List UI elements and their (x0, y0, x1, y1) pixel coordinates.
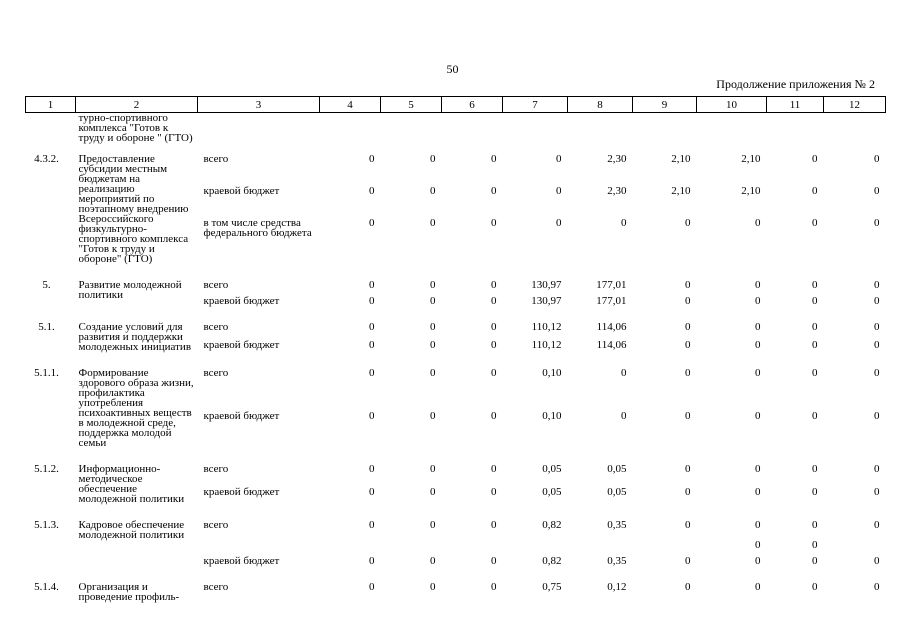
item-code: 4.3.2. (34, 153, 59, 165)
column-header: 7 (503, 97, 568, 113)
value-cell: 0 (430, 339, 436, 351)
value-cell: 0 (369, 295, 375, 307)
column-header: 10 (697, 97, 767, 113)
value-cell: 0 (812, 185, 818, 197)
row-gap (26, 571, 886, 581)
value-cell: 0 (812, 367, 818, 379)
value-cell: 0 (755, 295, 761, 307)
value-cell: 0 0 (812, 519, 818, 551)
value-cell: 0 (491, 463, 497, 475)
value-cell: 110,12 (531, 339, 562, 351)
value-cell: 0 (685, 279, 691, 291)
value-cell: 0 (812, 279, 818, 291)
value-cell: 0 (685, 339, 691, 351)
value-cell: 0 (369, 463, 375, 475)
value-cell: 0 (874, 153, 880, 165)
value-cell: 0,05 (607, 463, 627, 475)
value-cell: 0 (812, 581, 818, 593)
column-header: 8 (568, 97, 633, 113)
item-name-fragment: турно-спортивного комплекса "Готов к труду и обороне " (ГТО) (78, 112, 193, 144)
budget-table (25, 96, 886, 607)
table-row (26, 463, 886, 486)
value-cell: 0 (369, 185, 375, 197)
value-cell: 0 (621, 410, 627, 422)
item-name: Организация и проведение профиль- (78, 581, 180, 603)
value-cell: 0 (430, 367, 436, 379)
value-cell: 0 (755, 321, 761, 333)
value-cell: 0 (369, 339, 375, 351)
value-cell: 0,05 (542, 463, 562, 475)
table-row (26, 321, 886, 339)
item-code: 5.1. (38, 321, 55, 333)
value-cell: 0 (369, 555, 375, 567)
value-cell: 0 (369, 153, 375, 165)
funding-source: в том числе средства федерального бюджета (203, 217, 312, 239)
value-cell: 0 (556, 185, 562, 197)
value-cell: 0 (556, 153, 562, 165)
continuation-note: Продолжение приложения № 2 (716, 77, 875, 91)
value-cell: 0 (369, 367, 375, 379)
table-row (26, 367, 886, 410)
value-cell: 0 (874, 321, 880, 333)
value-cell: 0 (491, 519, 497, 531)
value-cell: 0 (685, 217, 691, 229)
value-cell: 0 (812, 217, 818, 229)
value-cell: 0,82 (542, 519, 562, 531)
value-cell: 0 (685, 410, 691, 422)
value-cell: 0 (755, 339, 761, 351)
item-code: 5.1.4. (34, 581, 59, 593)
value-cell: 0 (755, 279, 761, 291)
value-cell: 0 (430, 555, 436, 567)
value-cell: 0 (755, 217, 761, 229)
column-header-row (26, 97, 886, 113)
table-row (26, 519, 886, 555)
value-cell: 0 (812, 410, 818, 422)
value-cell: 0 (491, 367, 497, 379)
item-code: 5.1.1. (34, 367, 59, 379)
value-cell: 2,10 (671, 153, 691, 165)
item-code: 5.1.3. (34, 519, 59, 531)
value-cell: 2,10 (741, 153, 761, 165)
value-cell: 114,06 (596, 321, 627, 333)
value-cell: 0 (491, 486, 497, 498)
value-cell: 0 (874, 185, 880, 197)
value-cell: 0,35 (607, 555, 627, 567)
funding-source: всего (203, 321, 229, 333)
value-cell: 0 (685, 463, 691, 475)
value-cell: 0 (430, 410, 436, 422)
column-header: 2 (76, 97, 198, 113)
value-cell: 110,12 (531, 321, 562, 333)
column-header: 9 (633, 97, 697, 113)
value-cell: 0 (369, 217, 375, 229)
value-cell: 0,35 (607, 519, 627, 531)
column-header: 12 (824, 97, 886, 113)
item-name: Развитие молодежной политики (78, 279, 182, 301)
funding-source: краевой бюджет (203, 410, 280, 422)
value-cell: 0 (685, 321, 691, 333)
value-cell: 0 (874, 367, 880, 379)
funding-source: всего (203, 153, 229, 165)
value-cell: 0 (491, 153, 497, 165)
value-cell: 0 (685, 581, 691, 593)
value-cell: 0 (755, 463, 761, 475)
item-code: 5.1.2. (34, 463, 59, 475)
value-cell: 0,75 (542, 581, 562, 593)
value-cell: 0 (491, 321, 497, 333)
value-cell: 0 (621, 367, 627, 379)
table-row (26, 113, 886, 144)
value-cell: 0 (812, 486, 818, 498)
value-cell: 0 (685, 295, 691, 307)
value-cell: 0 (430, 217, 436, 229)
value-cell: 177,01 (596, 295, 627, 307)
value-cell: 0 (369, 581, 375, 593)
value-cell: 0 (755, 410, 761, 422)
value-cell: 0 (812, 339, 818, 351)
funding-source: всего (203, 519, 229, 531)
value-cell: 130,97 (531, 279, 562, 291)
value-cell: 0 (874, 486, 880, 498)
item-name: Предоставление субсидии местным бюджетам на реализацию мероприятий по поэтапному внедрению Всероссийского физкультурно-спортивного комплекса "Готов к труду и обороне" (ГТО) (78, 153, 189, 265)
value-cell: 0 (491, 555, 497, 567)
funding-source: краевой бюджет (203, 486, 280, 498)
value-cell: 177,01 (596, 279, 627, 291)
item-name: Создание условий для развития и поддержки молодежных инициатив (78, 321, 192, 353)
value-cell: 2,10 (671, 185, 691, 197)
value-cell: 2,10 (741, 185, 761, 197)
value-cell: 0 (491, 295, 497, 307)
value-cell: 0 (874, 463, 880, 475)
funding-source: всего (203, 581, 229, 593)
value-cell: 0 (621, 217, 627, 229)
funding-source: краевой бюджет (203, 339, 280, 351)
extra-value: 0 (755, 539, 761, 551)
value-cell: 0 (874, 295, 880, 307)
value-cell: 0 (755, 486, 761, 498)
value-cell: 0 (491, 581, 497, 593)
value-cell: 0,05 (542, 486, 562, 498)
value-cell: 0 (812, 153, 818, 165)
value-cell: 0 (874, 279, 880, 291)
value-cell: 0 (755, 367, 761, 379)
value-cell: 130,97 (531, 295, 562, 307)
value-cell: 0 (430, 295, 436, 307)
value-cell: 0,82 (542, 555, 562, 567)
value-cell: 0,10 (542, 367, 562, 379)
row-gap (26, 269, 886, 279)
value-cell: 0,12 (607, 581, 627, 593)
value-cell: 0 (491, 410, 497, 422)
page-number: 50 (446, 62, 459, 76)
value-cell: 114,06 (596, 339, 627, 351)
value-cell: 0,10 (542, 410, 562, 422)
table-row (26, 581, 886, 607)
value-cell: 0 (755, 555, 761, 567)
column-header: 1 (26, 97, 76, 113)
row-gap (26, 509, 886, 519)
value-cell: 0 (685, 555, 691, 567)
value-cell: 0 (812, 555, 818, 567)
value-cell: 0 (685, 519, 691, 531)
value-cell: 0 (430, 153, 436, 165)
value-cell: 0 (874, 519, 880, 531)
extra-value: 0 (812, 539, 818, 551)
value-cell: 0,05 (607, 486, 627, 498)
column-header: 4 (320, 97, 381, 113)
value-cell: 0 (491, 185, 497, 197)
column-header: 3 (198, 97, 320, 113)
funding-source: всего (203, 279, 229, 291)
funding-source: всего (203, 367, 229, 379)
funding-source: краевой бюджет (203, 185, 280, 197)
value-cell: 0 (369, 519, 375, 531)
value-cell: 0 (430, 185, 436, 197)
funding-source: всего (203, 463, 229, 475)
value-cell: 0 (812, 463, 818, 475)
item-name: Формирование здорового образа жизни, профилактика употребления психоактивных веществ в молодежной среде, поддержка молодой семьи (78, 367, 194, 449)
row-gap (26, 453, 886, 463)
value-cell: 0 (369, 410, 375, 422)
value-cell: 0 (430, 581, 436, 593)
item-code: 5. (42, 279, 51, 291)
value-cell: 0 (430, 279, 436, 291)
value-cell: 2,30 (607, 153, 627, 165)
value-cell: 0 (812, 321, 818, 333)
value-cell: 0 (430, 463, 436, 475)
value-cell: 2,30 (607, 185, 627, 197)
value-cell: 0 0 (755, 519, 761, 551)
item-name: Информационно-методическое обеспечение молодежной политики (78, 463, 185, 505)
value-cell: 0 (369, 279, 375, 291)
value-cell: 0 (491, 339, 497, 351)
row-gap (26, 143, 886, 153)
value-cell: 0 (874, 217, 880, 229)
value-cell: 0 (874, 339, 880, 351)
item-name: Кадровое обеспечение молодежной политики (78, 519, 185, 541)
value-cell: 0 (874, 410, 880, 422)
value-cell: 0 (491, 217, 497, 229)
column-header: 11 (767, 97, 824, 113)
value-cell: 0 (430, 321, 436, 333)
value-cell: 0 (491, 279, 497, 291)
column-header: 6 (442, 97, 503, 113)
table-row (26, 279, 886, 295)
table-body (26, 113, 886, 608)
value-cell: 0 (685, 367, 691, 379)
value-cell: 0 (369, 486, 375, 498)
value-cell: 0 (556, 217, 562, 229)
table-row (26, 153, 886, 185)
value-cell: 0 (430, 519, 436, 531)
row-gap (26, 311, 886, 321)
funding-source: краевой бюджет (203, 295, 280, 307)
row-gap (26, 357, 886, 367)
value-cell: 0 (812, 295, 818, 307)
value-cell: 0 (685, 486, 691, 498)
value-cell: 0 (874, 581, 880, 593)
value-cell: 0 (369, 321, 375, 333)
funding-source: краевой бюджет (203, 555, 280, 567)
column-header: 5 (381, 97, 442, 113)
value-cell: 0 (874, 555, 880, 567)
value-cell: 0 (430, 486, 436, 498)
value-cell: 0 (755, 581, 761, 593)
